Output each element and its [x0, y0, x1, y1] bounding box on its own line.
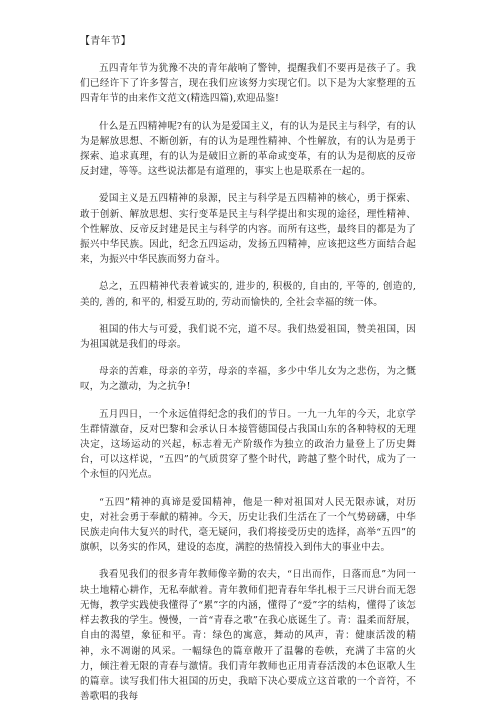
paragraph-intro: 五四青年节为犹豫不决的青年敲响了警钟，提醒我们不要再是孩子了。我们已经许下了许多誓言，现在我们应该努力实现它们。以下是为大家整理的五四青年节的由来作文范文(精选四篇),欢迎品鉴! [80, 63, 416, 105]
paragraph-definition: 什么是五四精神呢?有的认为是爱国主义，有的认为是民主与科学，有的认为是解放思想、不断创新，有的认为是理性精神、个性解放，有的认为是勇于探索、追求真理，有的认为是破旧立新的革命或变革，有的认为是彻底的反帝反封建，等等。这些说法都是有道理的，事实上也是联系在一起的。 [80, 120, 416, 178]
paragraph-may-fourth: 五月四日，一个永远值得纪念的我们的节日。一九一九年的今天，北京学生群情激奋，反对巴黎和会承认日本接管德国侵占我国山东的各种特权的无理决定，这场运动的兴起，标志着无产阶级作为独立的政治力量登上了历史舞台，可以这样说，“五四”的气质贯穿了整个时代，跨越了整个时代，成为了一个永恒的闪光点。 [80, 408, 416, 481]
paragraph-spirit: “五四”精神的真谛是爱国精神，他是一种对祖国对人民无限赤诚，对历史，对社会勇于奉献的精神。今天，历史让我们生活在了一个气势磅礴，中华民族走向伟大复兴的时代，毫无疑问，我们将接受历史的选择，高举“五四”的旗帜，以务实的作风，建设的态度，满腔的热情投入到伟大的事业中去。 [80, 496, 416, 554]
paragraph-patriotism: 爱国主义是五四精神的泉源，民主与科学是五四精神的核心，勇于探索、敢于创新、解放思想、实行变革是民主与科学提出和实现的途径，理性精神、个性解放、反帝反封建是民主与科学的内容。而所有这些，最终目的都是为了振兴中华民族。因此，纪念五四运动，发扬五四精神，应该把这些方面结合起来，为振兴中华民族而努力奋斗。 [80, 193, 416, 266]
paragraph-teachers: 我看见我们的很多青年教师像辛勤的农夫，“日出而作，日落而息”为同一块土地精心耕作，无私奉献着。青年教师们把青春年华扎根于三尺讲台而无怨无悔，教学实践使我懂得了“累”字的内涵，懂得了“爱”字的结构，懂得了该怎样去教我的学生。慢慢，一首“青春之歌”在我心底诞生了。青：温柔而舒展，自由的渴望，象征和平。青：绿色的寓意，舞动的风声，青：健康活泼的精神，永不凋谢的风采。一幅绿色的篇章敞开了温馨的卷帙，充满了丰富的火力，倾注着无限的青春与激情。我们青年教师也正用青春活泼的本色讴歌人生的篇章。读写我们伟大祖国的历史，我暗下决心要成立这首歌的一个音符，不善歌唱的我每 [80, 569, 416, 703]
paragraph-summary: 总之，五四精神代表着诚实的, 进步的, 积极的, 自由的, 平等的, 创造的, 美的, 善的, 和平的, 相爱互助的, 劳动而愉快的, 全社会幸福的统一体。 [80, 281, 416, 308]
article-tag: 【青年节】 [80, 36, 131, 47]
paragraph-mother: 母亲的苦难，母亲的辛劳，母亲的幸福，多少中华儿女为之悲伤，为之慨叹，为之激动，为之抗争! [80, 366, 416, 393]
paragraph-motherland: 祖国的伟大与可爱，我们说不完，道不尽。我们热爱祖国，赞美祖国，因为祖国就是我们的母亲。 [80, 323, 416, 351]
article [80, 34, 416, 704]
